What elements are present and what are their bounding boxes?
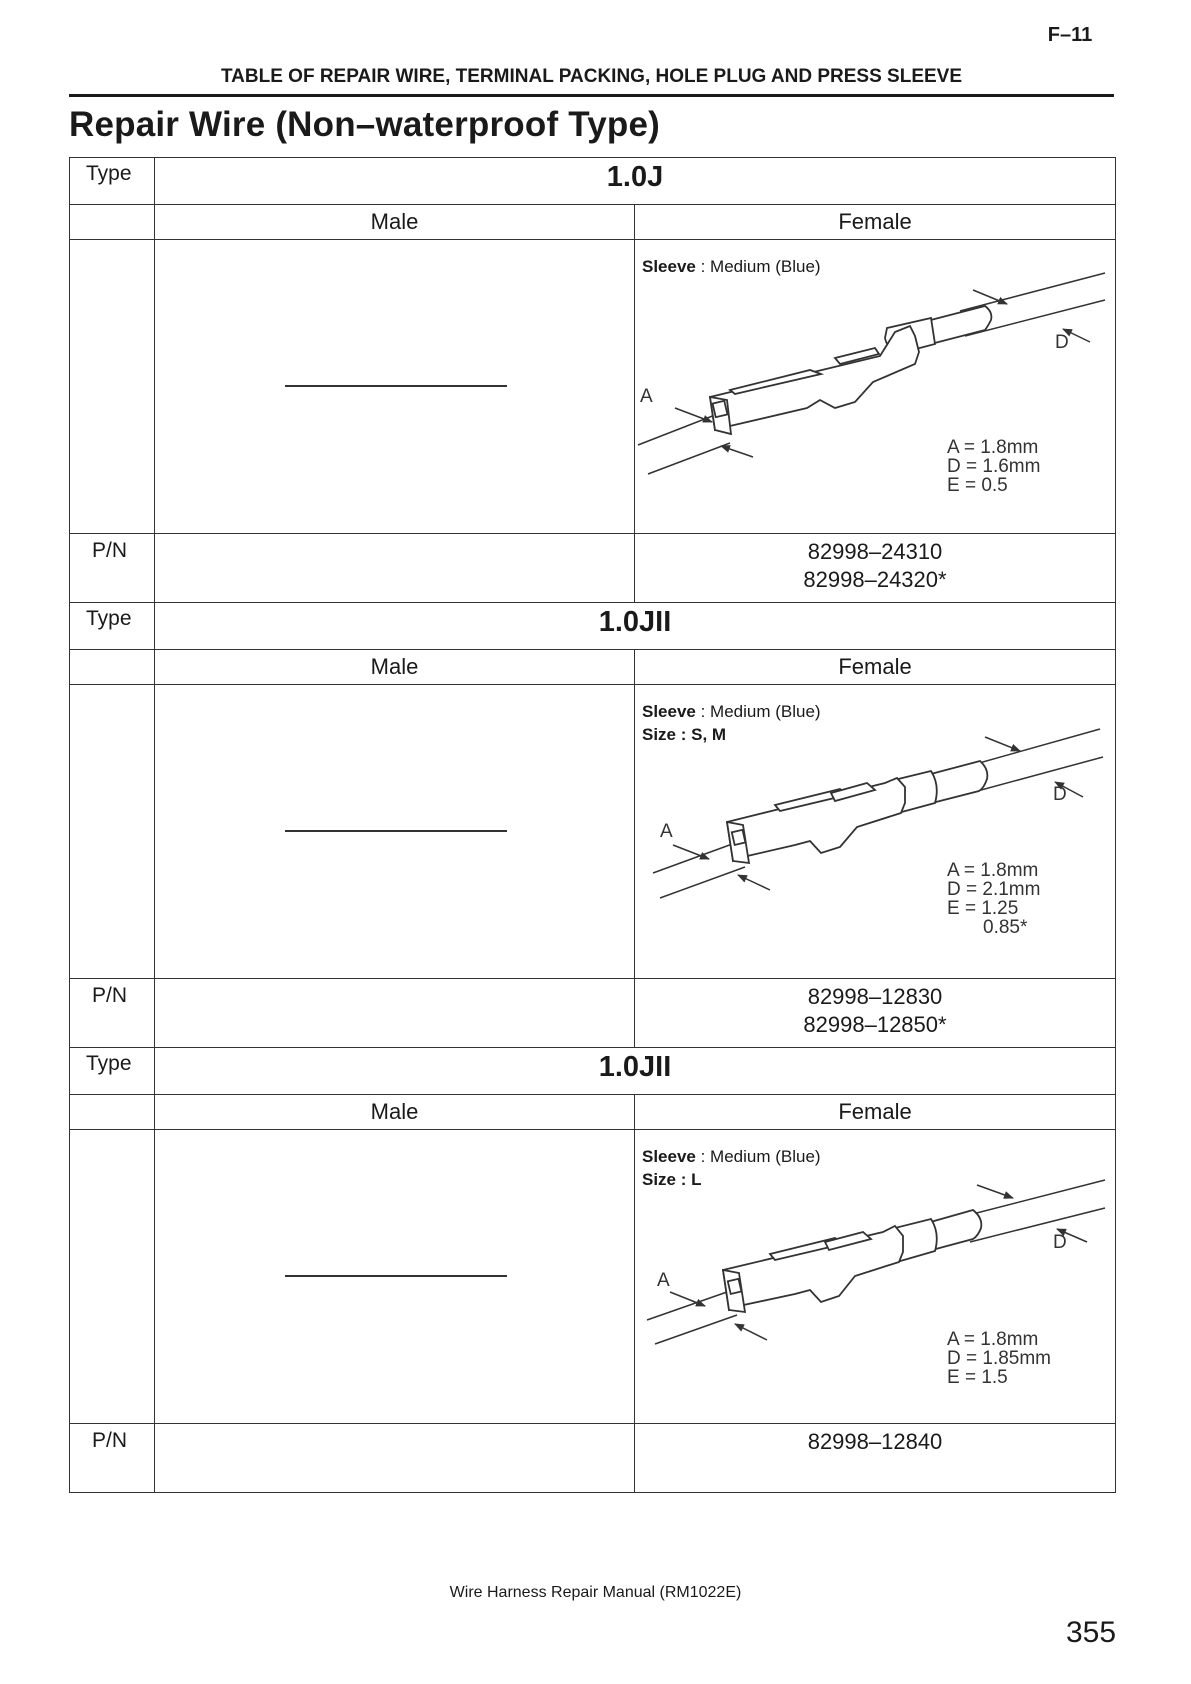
empty-cell bbox=[70, 240, 155, 534]
male-pn-cell bbox=[155, 1424, 635, 1493]
type-label-cell bbox=[70, 158, 155, 205]
dimension-spec: E = 1.25 bbox=[947, 898, 1019, 919]
female-pn-cell bbox=[635, 979, 1116, 1048]
page-code: F–11 bbox=[1047, 24, 1093, 46]
male-female-header-row bbox=[70, 1095, 1116, 1130]
male-label: Male bbox=[370, 1099, 419, 1124]
size-value: Size : S, M bbox=[642, 725, 727, 744]
female-label: Female bbox=[838, 1099, 912, 1124]
dimension-spec: E = 1.5 bbox=[947, 1367, 1008, 1388]
type-code: 1.0JII bbox=[598, 1051, 672, 1083]
female-label: Female bbox=[838, 209, 912, 234]
male-female-header-row bbox=[70, 650, 1116, 685]
dimension-a-label: A bbox=[640, 386, 653, 407]
part-number-row bbox=[70, 534, 1116, 603]
dimension-spec: D = 1.6mm bbox=[947, 456, 1041, 477]
header-title: TABLE OF REPAIR WIRE, TERMINAL PACKING, HOLE PLUG AND PRESS SLEEVE bbox=[220, 66, 963, 87]
male-label: Male bbox=[370, 209, 419, 234]
dimension-line bbox=[655, 1315, 737, 1344]
dimension-arrow bbox=[738, 875, 770, 890]
male-pn-cell bbox=[155, 979, 635, 1048]
dimension-line bbox=[660, 867, 745, 898]
not-applicable-dash bbox=[285, 385, 507, 387]
dimension-a-label: A bbox=[657, 1270, 670, 1291]
sleeve-label: Sleeve bbox=[642, 1147, 696, 1166]
type-code: 1.0JII bbox=[598, 606, 672, 638]
female-figure-cell bbox=[635, 240, 1116, 534]
empty-cell bbox=[70, 1130, 155, 1424]
sleeve-value: : Medium (Blue) bbox=[695, 702, 821, 721]
dimension-spec: D = 1.85mm bbox=[947, 1348, 1052, 1369]
dimension-line bbox=[653, 843, 735, 873]
type-code-cell bbox=[155, 158, 1116, 205]
terminal-drawing bbox=[723, 1210, 981, 1312]
part-number: 82998–24320* bbox=[803, 567, 947, 592]
dimension-arrow bbox=[973, 290, 1007, 304]
dimension-line bbox=[965, 729, 1100, 767]
part-number-row bbox=[70, 1424, 1116, 1493]
dimension-spec: D = 2.1mm bbox=[947, 879, 1041, 900]
pn-label-cell bbox=[70, 1424, 155, 1493]
dimension-spec: A = 1.8mm bbox=[947, 1329, 1039, 1350]
figure-row bbox=[70, 240, 1116, 534]
type-row bbox=[70, 158, 1116, 205]
type-label-cell bbox=[70, 603, 155, 650]
male-header-cell bbox=[155, 650, 635, 685]
dimension-line bbox=[647, 1292, 727, 1320]
page-number: 355 bbox=[1066, 1616, 1117, 1649]
sleeve-label: Sleeve bbox=[642, 257, 696, 276]
part-number: 82998–24310 bbox=[807, 539, 943, 564]
not-applicable-dash bbox=[285, 1275, 507, 1277]
male-figure-cell bbox=[155, 685, 635, 979]
male-figure-cell bbox=[155, 240, 635, 534]
pn-label: P/N bbox=[92, 539, 128, 562]
figure-row bbox=[70, 685, 1116, 979]
sleeve-label: Sleeve bbox=[642, 702, 696, 721]
dimension-arrow bbox=[670, 1292, 705, 1306]
type-code-cell bbox=[155, 603, 1116, 650]
pn-label-cell bbox=[70, 534, 155, 603]
empty-cell bbox=[70, 685, 155, 979]
header-rule bbox=[69, 94, 1114, 97]
type-label: Type bbox=[86, 607, 132, 630]
terminal-drawing bbox=[710, 306, 991, 434]
not-applicable-dash bbox=[285, 830, 507, 832]
type-code-cell bbox=[155, 1048, 1116, 1095]
type-label-cell bbox=[70, 1048, 155, 1095]
dimension-spec: 0.85* bbox=[983, 917, 1028, 938]
dimension-d-label: D bbox=[1053, 784, 1067, 805]
dimension-spec: E = 0.5 bbox=[947, 475, 1008, 496]
footer-manual-title: Wire Harness Repair Manual (RM1022E) bbox=[449, 1584, 742, 1601]
part-number: 82998–12850* bbox=[803, 1012, 947, 1037]
dimension-arrow bbox=[977, 1185, 1013, 1198]
dimension-line bbox=[965, 1180, 1105, 1216]
sleeve-value: : Medium (Blue) bbox=[695, 257, 821, 276]
part-number: 82998–12830 bbox=[807, 984, 943, 1009]
repair-wire-table bbox=[69, 157, 1116, 1493]
part-number-row bbox=[70, 979, 1116, 1048]
female-terminal-diagram bbox=[635, 1130, 1116, 1423]
male-header-cell bbox=[155, 205, 635, 240]
dimension-line bbox=[648, 443, 730, 474]
female-figure-cell bbox=[635, 1130, 1116, 1424]
dimension-arrow bbox=[675, 408, 712, 422]
empty-cell bbox=[70, 650, 155, 685]
dimension-arrow bbox=[985, 737, 1020, 751]
empty-cell bbox=[70, 1095, 155, 1130]
female-pn-cell bbox=[635, 534, 1116, 603]
dimension-a-label: A bbox=[660, 821, 673, 842]
dimension-arrow bbox=[721, 446, 753, 457]
type-row bbox=[70, 603, 1116, 650]
dimension-arrow bbox=[673, 845, 709, 859]
pn-label-cell bbox=[70, 979, 155, 1048]
figure-row bbox=[70, 1130, 1116, 1424]
dimension-d-label: D bbox=[1055, 332, 1069, 353]
size-value: Size : L bbox=[642, 1170, 702, 1189]
terminal-drawing bbox=[727, 761, 987, 863]
male-figure-cell bbox=[155, 1130, 635, 1424]
female-header-cell bbox=[635, 1095, 1116, 1130]
male-pn-cell bbox=[155, 534, 635, 603]
female-terminal-diagram bbox=[635, 240, 1116, 533]
female-figure-cell bbox=[635, 685, 1116, 979]
type-row bbox=[70, 1048, 1116, 1095]
type-code: 1.0J bbox=[606, 161, 664, 193]
female-terminal-diagram bbox=[635, 685, 1116, 978]
female-pn-cell bbox=[635, 1424, 1116, 1493]
sleeve-value: : Medium (Blue) bbox=[695, 1147, 821, 1166]
pn-label: P/N bbox=[92, 1429, 128, 1452]
dimension-line bbox=[970, 757, 1103, 793]
part-number: 82998–12840 bbox=[807, 1429, 943, 1454]
female-header-cell bbox=[635, 205, 1116, 240]
male-female-header-row bbox=[70, 205, 1116, 240]
dimension-d-label: D bbox=[1053, 1232, 1067, 1253]
female-label: Female bbox=[838, 654, 912, 679]
female-header-cell bbox=[635, 650, 1116, 685]
dimension-spec: A = 1.8mm bbox=[947, 437, 1039, 458]
type-label: Type bbox=[86, 1052, 132, 1075]
empty-cell bbox=[70, 205, 155, 240]
dimension-spec: A = 1.8mm bbox=[947, 860, 1039, 881]
male-header-cell bbox=[155, 1095, 635, 1130]
section-title: Repair Wire (Non–waterproof Type) bbox=[69, 105, 660, 144]
dimension-arrow bbox=[735, 1324, 767, 1340]
pn-label: P/N bbox=[92, 984, 128, 1007]
male-label: Male bbox=[370, 654, 419, 679]
type-label: Type bbox=[86, 162, 132, 185]
dimension-line bbox=[970, 1208, 1105, 1242]
